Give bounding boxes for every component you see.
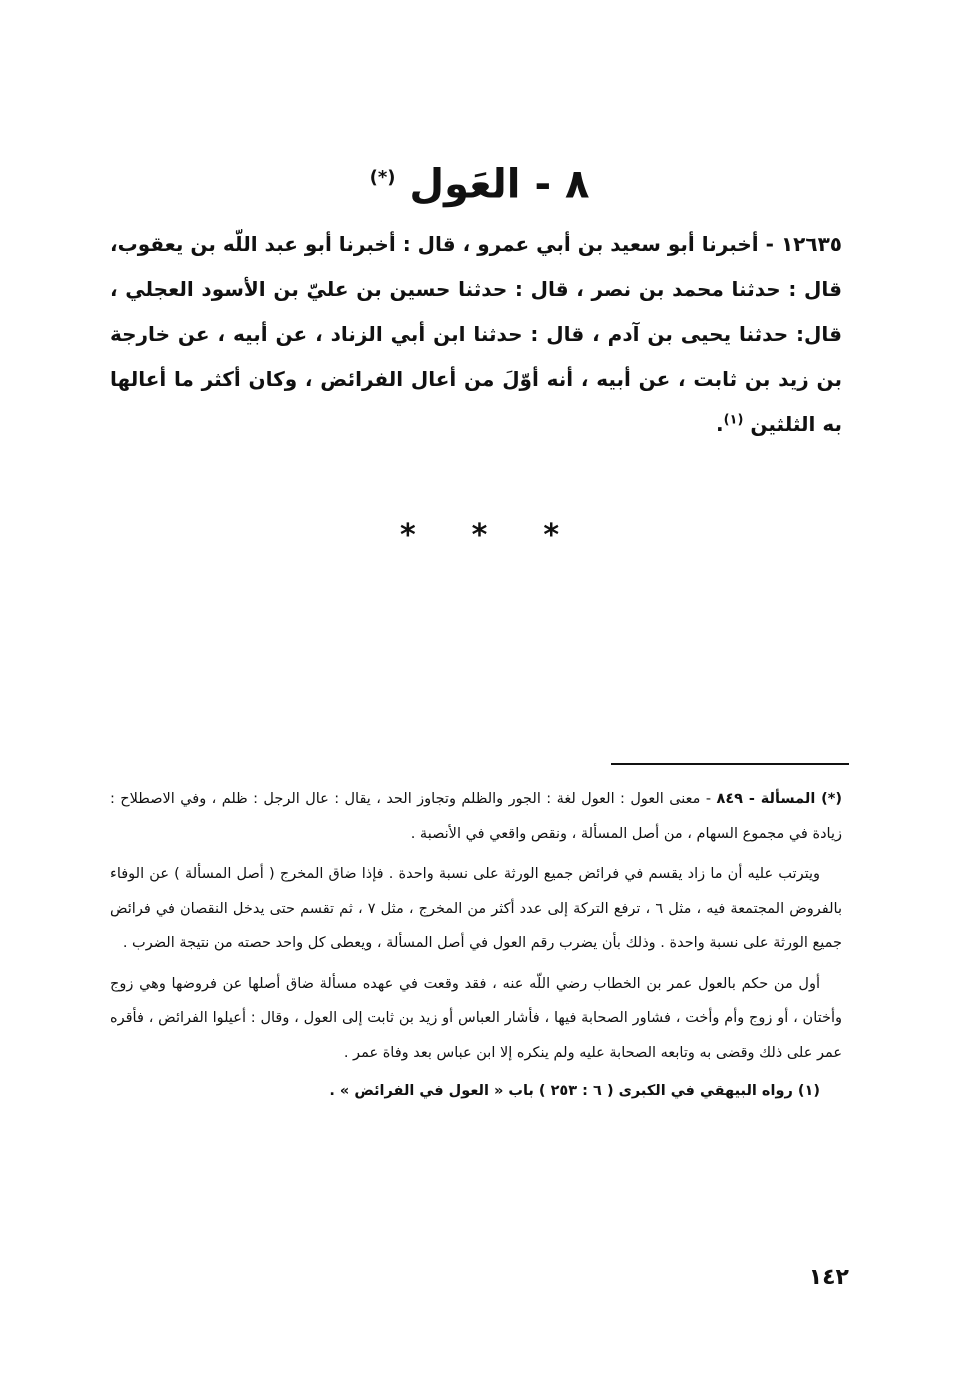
hadith-paragraph xyxy=(110,222,842,447)
chapter-footnote-marker: (*) xyxy=(369,167,396,188)
chapter-title-text: ٨ - العَول xyxy=(409,161,590,208)
hadith-number: ١٢٦٣٥ xyxy=(780,232,842,256)
hadith-dash: - xyxy=(758,232,781,256)
hadith-end: . xyxy=(715,412,724,436)
footnote-divider xyxy=(611,763,849,765)
chapter-title xyxy=(0,148,959,214)
masala-text: - معنى العول : العول لغة : الجور والظلم وتجاوز الحد ، يقال : عال الرجل : ظلم ، وفي الاصطلاح : زيادة في مجموع السهام ، من أصل المسألة ، ونقص واقعي في الأنصبة . xyxy=(110,791,842,842)
separator-star: * xyxy=(543,518,560,553)
separator-star: * xyxy=(399,518,416,553)
hadith-text: أخبرنا أبو سعيد بن أبي عمرو ، قال : أخبرنا أبو عبد اللّه بن يعقوب، قال : حدثنا محمد بن نصر ، قال : حدثنا حسين بن عليّ بن الأسود العجلي ، قال: حدثنا يحيى بن آدم ، قال : حدثنا ابن أبي الزناد ، عن أبيه ، عن خارجة بن زيد بن ثابت ، عن أبيه ، أنه أوّلَ من أعال الفرائض ، وكان أكثر ما أعالها به الثلثين xyxy=(110,232,842,436)
footnote-masala xyxy=(110,782,842,851)
section-separator xyxy=(0,518,959,553)
page-number: ١٤٢ xyxy=(808,1265,849,1290)
masala-label: (*) المسألة - ٨٤٩ xyxy=(716,791,842,807)
footnote-paragraph-2: ويترتب عليه أن ما زاد يقسم في فرائض جميع الورثة على نسبة واحدة . فإذا ضاق المخرج ( أصل المسألة ) عن الوفاء بالفروض المجتمعة فيه ، مثل ٦ ، ترفع التركة إلى عدد أكثر من المخرج ، مثل ٧ ، ثم تقسم حتى يدخل النقصان في فرائض جميع الورثة على نسبة واحدة . وذلك بأن يضرب رقم العول في أصل المسألة ، ويعطى كل واحد حصته من نتيجة الضرب . xyxy=(110,866,842,951)
footnote-paragraph-3: أول من حكم بالعول عمر بن الخطاب رضي اللّه عنه ، فقد وقعت في عهده مسألة ضاق أصلها عن فروضها وهي زوج وأختان ، أو زوج وأم وأخت ، فشاور الصحابة فيها ، فأشار العباس أو زيد بن ثابت إلى العول ، وقال : أعيلوا الفرائض ، فأقره عمر على ذلك وقضى به وتابعه الصحابة عليه ولم ينكره إلا ابن عباس بعد وفاة عمر . xyxy=(110,975,842,1061)
hadith-footnote-ref: (١) xyxy=(723,412,744,428)
footnote-reference-1: (١) رواه البيهقي في الكبرى ( ٦ : ٢٥٣ ) باب « العول في الفرائض » . xyxy=(329,1083,820,1099)
separator-star: * xyxy=(471,518,488,553)
footnotes xyxy=(110,782,842,1109)
